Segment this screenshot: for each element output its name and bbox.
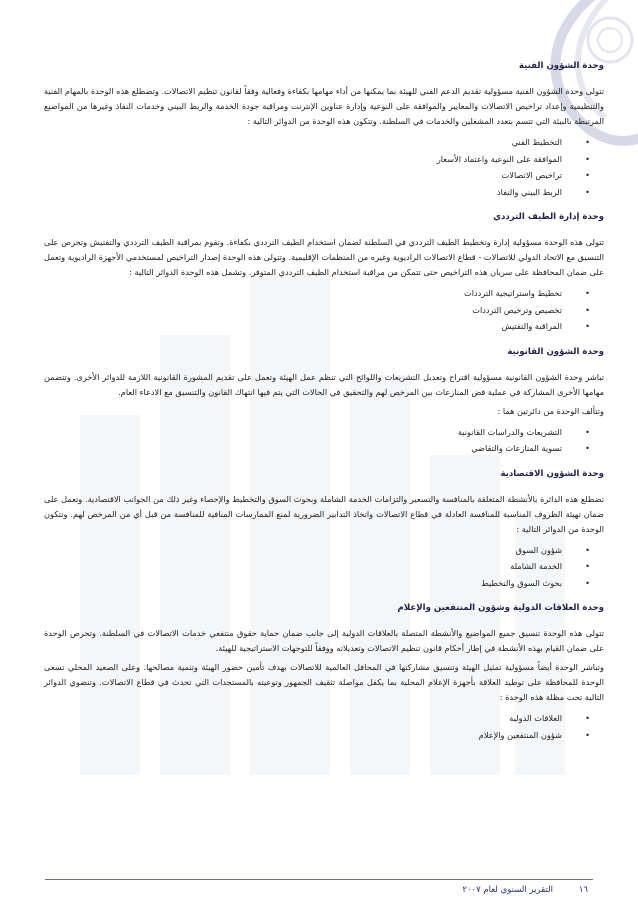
bullet-list <box>44 542 604 592</box>
list-item-text: تخطيط واستراتيجية الترددات <box>463 288 562 298</box>
section-heading: وحدة الشؤون الفنية <box>518 61 604 71</box>
list-item-text: تخصيص وترخيص الترددات <box>472 304 562 315</box>
section-paragraph: تتولى هذه الوحدة تنسيق جميع المواضيع والأنشطة المتصلة بالعلاقات الدولية إلى جانب ضمان حماية حقوق منتفعي خدمات الاتصالات في السلطنة. وتحرص الوحدة على ضمان القيام بهذه الأنشطة في إطار أحكام قانون تنظيم الاتصالات وتعديلاته ووفقاً للتوجهات الاستراتيجية للهيئة. <box>44 628 604 653</box>
bullet-icon: • <box>585 577 590 588</box>
page-number: ١٦ <box>578 885 588 895</box>
bullet-icon: • <box>585 137 590 147</box>
bullet-list <box>44 710 604 743</box>
bullet-icon: • <box>585 561 590 571</box>
section-paragraph: تتولى هذه الوحدة مسؤولية إدارة وتخطيط الطيف الترددي في السلطنة لضمان استخدام الطيف الترددي بكفاءة. وتقوم بمراقبة الطيف الترددي والتفتيش وتحرص على التنسيق مع الاتحاد الدولي للاتصالات - قطاع الاتصالات الراديوية وغيره من المنظمات الإقليمية. وتتولى هذه الوحدة إصدار التراخيص لمستخدمي الأجهزة الراديوية وتعمل على ضمان المحافظة على سريان هذه التراخيص حتى تتمكن من مراقبة استخدام الطيف الترددي المتوفر. وتشمل هذه الوحدة الدوائر التالية : <box>44 237 604 277</box>
section-paragraph: وتتألف الوحدة من دائرتين هما : <box>497 405 604 416</box>
bullet-icon: • <box>585 153 590 164</box>
list-item <box>44 424 590 441</box>
bullet-icon: • <box>585 544 590 555</box>
bullet-icon: • <box>585 288 590 298</box>
section-heading: وحدة الشؤون الاقتصادية <box>500 468 604 479</box>
list-item <box>44 184 590 201</box>
section-paragraph: تضطلع هذه الدائرة بالأنشطة المتعلقة بالمنافسة والتسعير والتزامات الخدمة الشاملة وبحوث السوق والتخطيط والإحصاء وغير ذلك من الجوانب الاقتصادية. وتعمل على ضمان تهيئة الظروف المناسبة للمنافسة العادلة في قطاع الاتصالات واتخاذ التدابير الضرورية لمنع الممارسات المنافية للمنافسة من قبل أي من المرخص لهم. وتتكون الوحدة من الدوائر التالية : <box>44 493 604 534</box>
list-item <box>44 575 590 592</box>
bullet-list <box>44 424 604 457</box>
list-item-text: شؤون المنتفعين والإعلام <box>478 729 562 740</box>
section-heading: وحدة الشؤون القانونية <box>507 346 604 357</box>
bullet-icon: • <box>585 321 590 331</box>
list-item <box>44 542 590 559</box>
list-item <box>44 285 590 302</box>
footer-divider <box>45 879 593 880</box>
section-spectrum-management <box>44 211 604 335</box>
bullet-icon: • <box>585 170 590 180</box>
page-content <box>44 60 604 754</box>
list-item-text: الموافقة على النوعية واعتماد الأسعار <box>436 153 562 164</box>
list-item-text: تراخيص الاتصالات <box>501 170 562 180</box>
list-item <box>44 727 590 744</box>
section-paragraph: تتولى وحدة الشؤون الفنية مسؤولية تقديم الدعم الفني للهيئة بما يمكنها من أداء مهامها بكفاءة وفعالية وفقاً لقانون تنظيم الاتصالات. وتضطلع هذه الوحدة بالمهام الفنية والتنظيمية وإعداد تراخيص الاتصالات والمعايير والموافقة على النوعية وإدارة عناوين الإنترنت ومراقبة جودة الخدمة والربط البيني وخدمات النفاذ وغيرها من المواضيع المرتبطة بالبيئة التي تتسم بتعدد المشغلين والخدمات في السلطنة. وتتكون هذه الوحدة من الدوائر التالية : <box>44 86 604 126</box>
list-item <box>44 440 590 457</box>
list-item-text: الربط البيني والنفاذ <box>496 186 562 197</box>
section-international-relations <box>44 602 604 743</box>
list-item <box>44 167 590 184</box>
list-item <box>44 134 590 151</box>
list-item-text: بحوث السوق والتخطيط <box>481 577 562 588</box>
page-footer <box>0 879 638 903</box>
list-item-text: تسوية المنازعات والتقاضي <box>471 443 562 453</box>
bullet-icon: • <box>585 443 590 453</box>
section-heading: وحدة إدارة الطيف الترددي <box>493 212 604 222</box>
section-economic-affairs <box>44 468 604 592</box>
list-item-text: التخطيط الفني <box>511 137 562 147</box>
bullet-icon: • <box>585 186 590 197</box>
list-item <box>44 151 590 168</box>
list-item-text: المراقبة والتفتيش <box>501 321 562 331</box>
list-item-text: شؤون السوق <box>515 544 562 555</box>
list-item <box>44 318 590 335</box>
section-heading: وحدة العلاقات الدولية وشؤون المنتفعين والإعلام <box>397 603 604 613</box>
list-item-text: التشريعات والدراسات القانونية <box>457 426 562 437</box>
report-title: التقرير السنوي لعام ٢٠٠٧ <box>462 885 553 895</box>
bullet-icon: • <box>585 426 590 437</box>
bullet-icon: • <box>585 304 590 315</box>
bullet-list <box>44 134 604 200</box>
section-paragraph: وتباشر الوحدة أيضاً مسؤولية تمثيل الهيئة وتنسيق مشاركتها في المحافل العالمية للاتصالات بهدف تأمين حضور الهيئة وتنمية مصالحها. وعلى الصعيد المحلي تسعى الوحدة للمحافظة على توطيد العلاقة بأجهزة الإعلام المحلية بما يكفل مواصلة تثقيف الجمهور وتوعيته بالمستجدات التي تحدث في قطاع الاتصالات. وتنضوي الدوائر التالية تحت مظلة هذه الوحدة : <box>44 662 604 702</box>
section-paragraph: تباشر وحدة الشؤون القانونية مسؤولية اقتراح وتعديل التشريعات واللوائح التي تنظم عمل الهيئة وتعمل على تقديم المشورة القانونية اللازمة للدوائر الأخرى. وتتضمن مهامها الأخرى المشاركة في عملية فض المنازعات بين المرخص لهم والتحقيق في الحالات التي يتم فيها انتهاك القانون والتنسيق مع الادعاء العام. <box>44 371 604 397</box>
bullet-list <box>44 285 604 335</box>
section-legal-affairs <box>44 346 604 457</box>
list-item <box>44 710 590 727</box>
list-item-text: الخدمة الشاملة <box>510 561 562 571</box>
bullet-icon: • <box>585 713 590 723</box>
bullet-icon: • <box>585 729 590 740</box>
list-item <box>44 302 590 319</box>
section-technical-affairs <box>44 60 604 200</box>
list-item <box>44 558 590 575</box>
list-item-text: العلاقات الدولية <box>509 713 562 723</box>
